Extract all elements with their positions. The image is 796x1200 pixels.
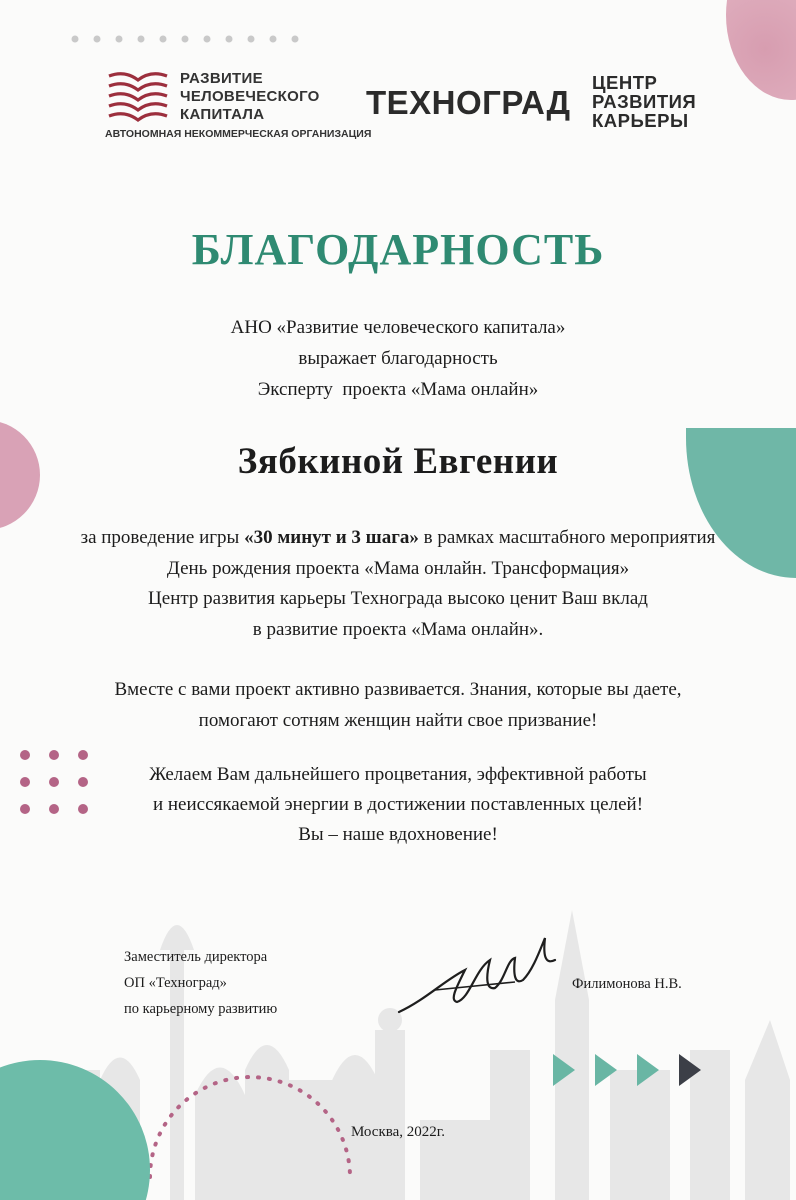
intro-line: Эксперту проекта «Мама онлайн»: [257, 379, 539, 400]
signer-line: по карьерному развитию: [124, 1001, 278, 1017]
body-line: День рождения проекта «Мама онлайн. Трансформация»: [166, 557, 630, 579]
pink-corner-shape: [726, 0, 796, 100]
city-year: Москва, 2022г.: [350, 1124, 446, 1140]
intro-line: АНО «Развитие человеческого капитала»: [230, 317, 566, 338]
career-center-line: ЦЕНТР: [592, 72, 658, 93]
career-center-line: РАЗВИТИЯ: [592, 91, 697, 112]
certificate-title: БЛАГОДАРНОСТЬ: [191, 225, 605, 274]
career-center-line: КАРЬЕРЫ: [592, 110, 689, 131]
intro-text: [0, 312, 796, 405]
body-line: Вместе с вами проект активно развивается. Знания, которые вы даете,: [114, 679, 682, 700]
org-subtitle: АВТОНОМНАЯ НЕКОММЕРЧЕСКАЯ ОРГАНИЗАЦИЯ: [105, 128, 372, 140]
body-text: за проведение игры: [80, 527, 245, 548]
body-line: помогают сотням женщин найти свое призвание!: [198, 710, 598, 731]
org-name-line: РАЗВИТИЕ: [180, 70, 263, 87]
arrow-triangles-decoration: [545, 1052, 715, 1088]
body-line: Вы – наше вдохновение!: [298, 824, 498, 845]
body-text: в рамках масштабного мероприятия: [418, 527, 716, 548]
body-line: Желаем Вам дальнейшего процветания, эффективной работы: [149, 764, 647, 785]
book-logo-icon: [105, 70, 171, 122]
org-name-line: ЧЕЛОВЕЧЕСКОГО: [180, 88, 320, 105]
body-line: Центр развития карьеры Технограда высоко ценит Ваш вклад: [148, 588, 648, 609]
signer-line: Заместитель директора: [124, 949, 268, 965]
body-line: и неиссякаемой энергии в достижении поставленных целей!: [152, 794, 644, 815]
gratitude-paragraph: [0, 523, 796, 645]
signer-name: Филимонова Н.В.: [572, 976, 682, 992]
signer-line: ОП «Техноград»: [124, 975, 227, 991]
dotted-line-decoration: [70, 32, 300, 46]
recipient-name: Зябкиной Евгении: [237, 441, 559, 482]
career-center-logo: [592, 73, 696, 130]
dotted-arc-decoration: [140, 1052, 370, 1182]
org-name: [180, 70, 320, 124]
org-name-line: КАПИТАЛА: [180, 106, 265, 123]
signer-position: [124, 944, 277, 1022]
game-name: «30 минут и 3 шага»: [244, 527, 419, 548]
body-line: [0, 523, 796, 554]
handwritten-signature: [395, 930, 565, 1020]
intro-line: выражает благодарность: [298, 348, 498, 369]
technograd-logo: ТЕХНОГРАД: [366, 84, 571, 121]
body-line: в развитие проекта «Мама онлайн».: [252, 618, 544, 640]
wishes-paragraph: [0, 760, 796, 850]
project-paragraph: [0, 674, 796, 736]
